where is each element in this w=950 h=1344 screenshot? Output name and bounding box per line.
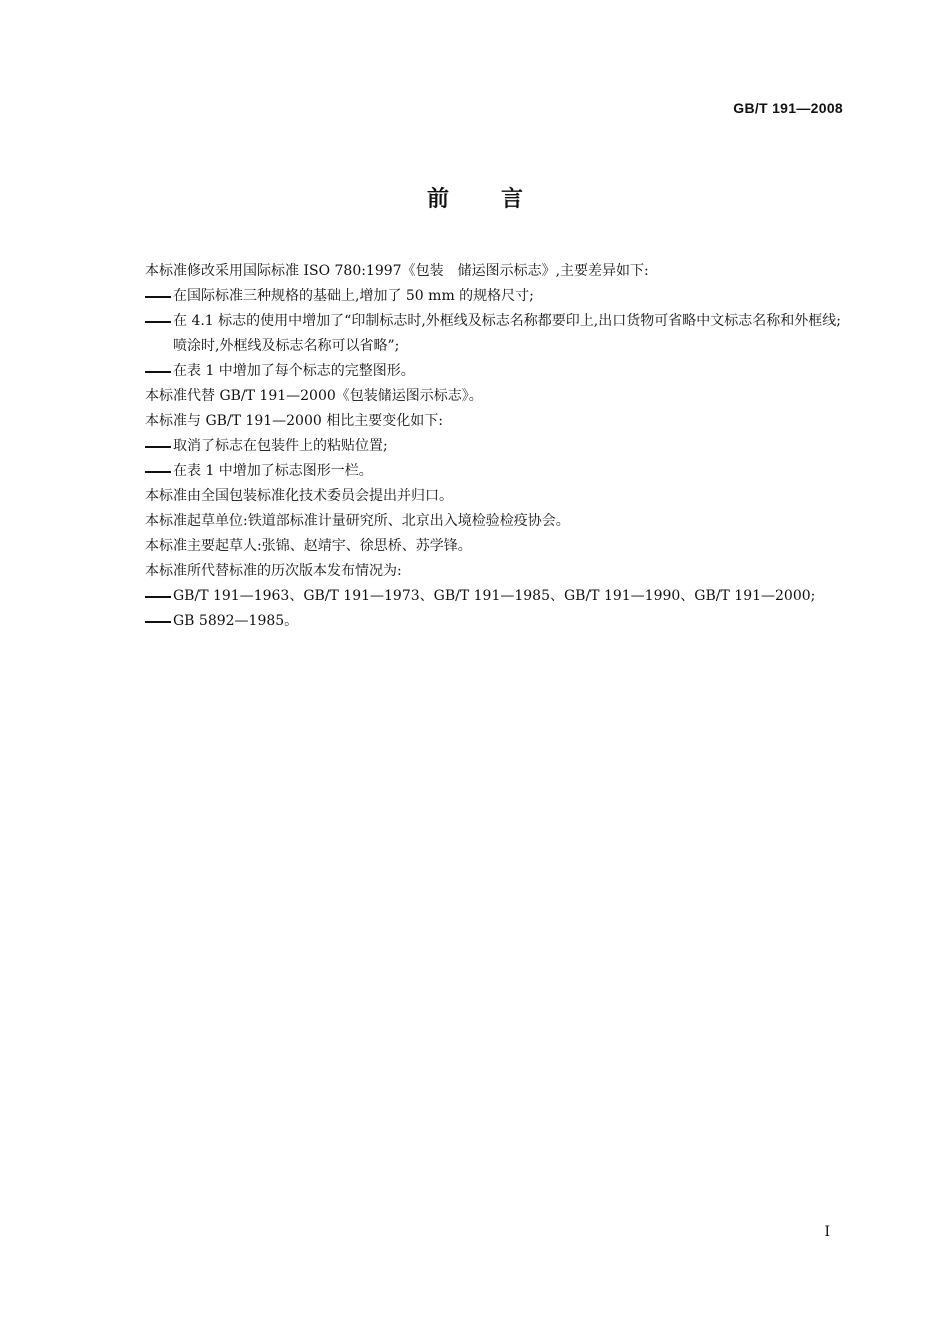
list-item-text: 取消了标志在包装件上的粘贴位置; <box>173 438 388 454</box>
list-item <box>145 309 845 359</box>
list-item-text: GB 5892—1985。 <box>173 613 299 629</box>
list-item-text: GB/T 191—1963、GB/T 191—1973、GB/T 191—1985、GB/T 191—1990、GB/T 191—2000; <box>173 588 816 604</box>
dash-marker <box>145 359 173 384</box>
dash-marker <box>145 309 173 334</box>
list-item-text: 在国际标准三种规格的基础上,增加了 50 mm 的规格尺寸; <box>173 288 534 304</box>
title-char-second: 言 <box>501 187 524 212</box>
dash-marker <box>145 434 173 459</box>
foreword-body <box>145 259 845 634</box>
page-title <box>0 182 950 213</box>
paragraph-adoption: 本标准修改采用国际标准 ISO 780:1997《包装 储运图示标志》,主要差异如下: <box>145 263 649 279</box>
list-item <box>145 434 845 459</box>
dash-marker <box>145 609 173 634</box>
paragraph-proposer: 本标准由全国包装标准化技术委员会提出并归口。 <box>145 488 453 504</box>
page-number: I <box>824 1224 830 1240</box>
list-item <box>145 359 845 384</box>
paragraph-replaces: 本标准代替 GB/T 191—2000《包装储运图示标志》。 <box>145 388 483 404</box>
title-char-first: 前 <box>426 187 449 212</box>
paragraph-history: 本标准所代替标准的历次版本发布情况为: <box>145 563 402 579</box>
list-item <box>145 584 845 609</box>
list-item-text: 在 4.1 标志的使用中增加了“印制标志时,外框线及标志名称都要印上,出口货物可省略中文标志名称和外框线;喷涂时,外框线及标志名称可以省略”; <box>173 313 841 354</box>
list-item-text: 在表 1 中增加了标志图形一栏。 <box>173 463 373 479</box>
standard-code: GB/T 191—2008 <box>733 100 843 116</box>
dash-marker <box>145 584 173 609</box>
paragraph-changes: 本标准与 GB/T 191—2000 相比主要变化如下: <box>145 413 443 429</box>
paragraph-drafting-units: 本标准起草单位:铁道部标准计量研究所、北京出入境检验检疫协会。 <box>145 513 570 529</box>
list-item <box>145 459 845 484</box>
list-item <box>145 609 845 634</box>
list-item <box>145 284 845 309</box>
dash-marker <box>145 459 173 484</box>
dash-marker <box>145 284 173 309</box>
paragraph-drafters: 本标准主要起草人:张锦、赵靖宇、徐思桥、苏学锋。 <box>145 538 472 554</box>
list-item-text: 在表 1 中增加了每个标志的完整图形。 <box>173 363 415 379</box>
